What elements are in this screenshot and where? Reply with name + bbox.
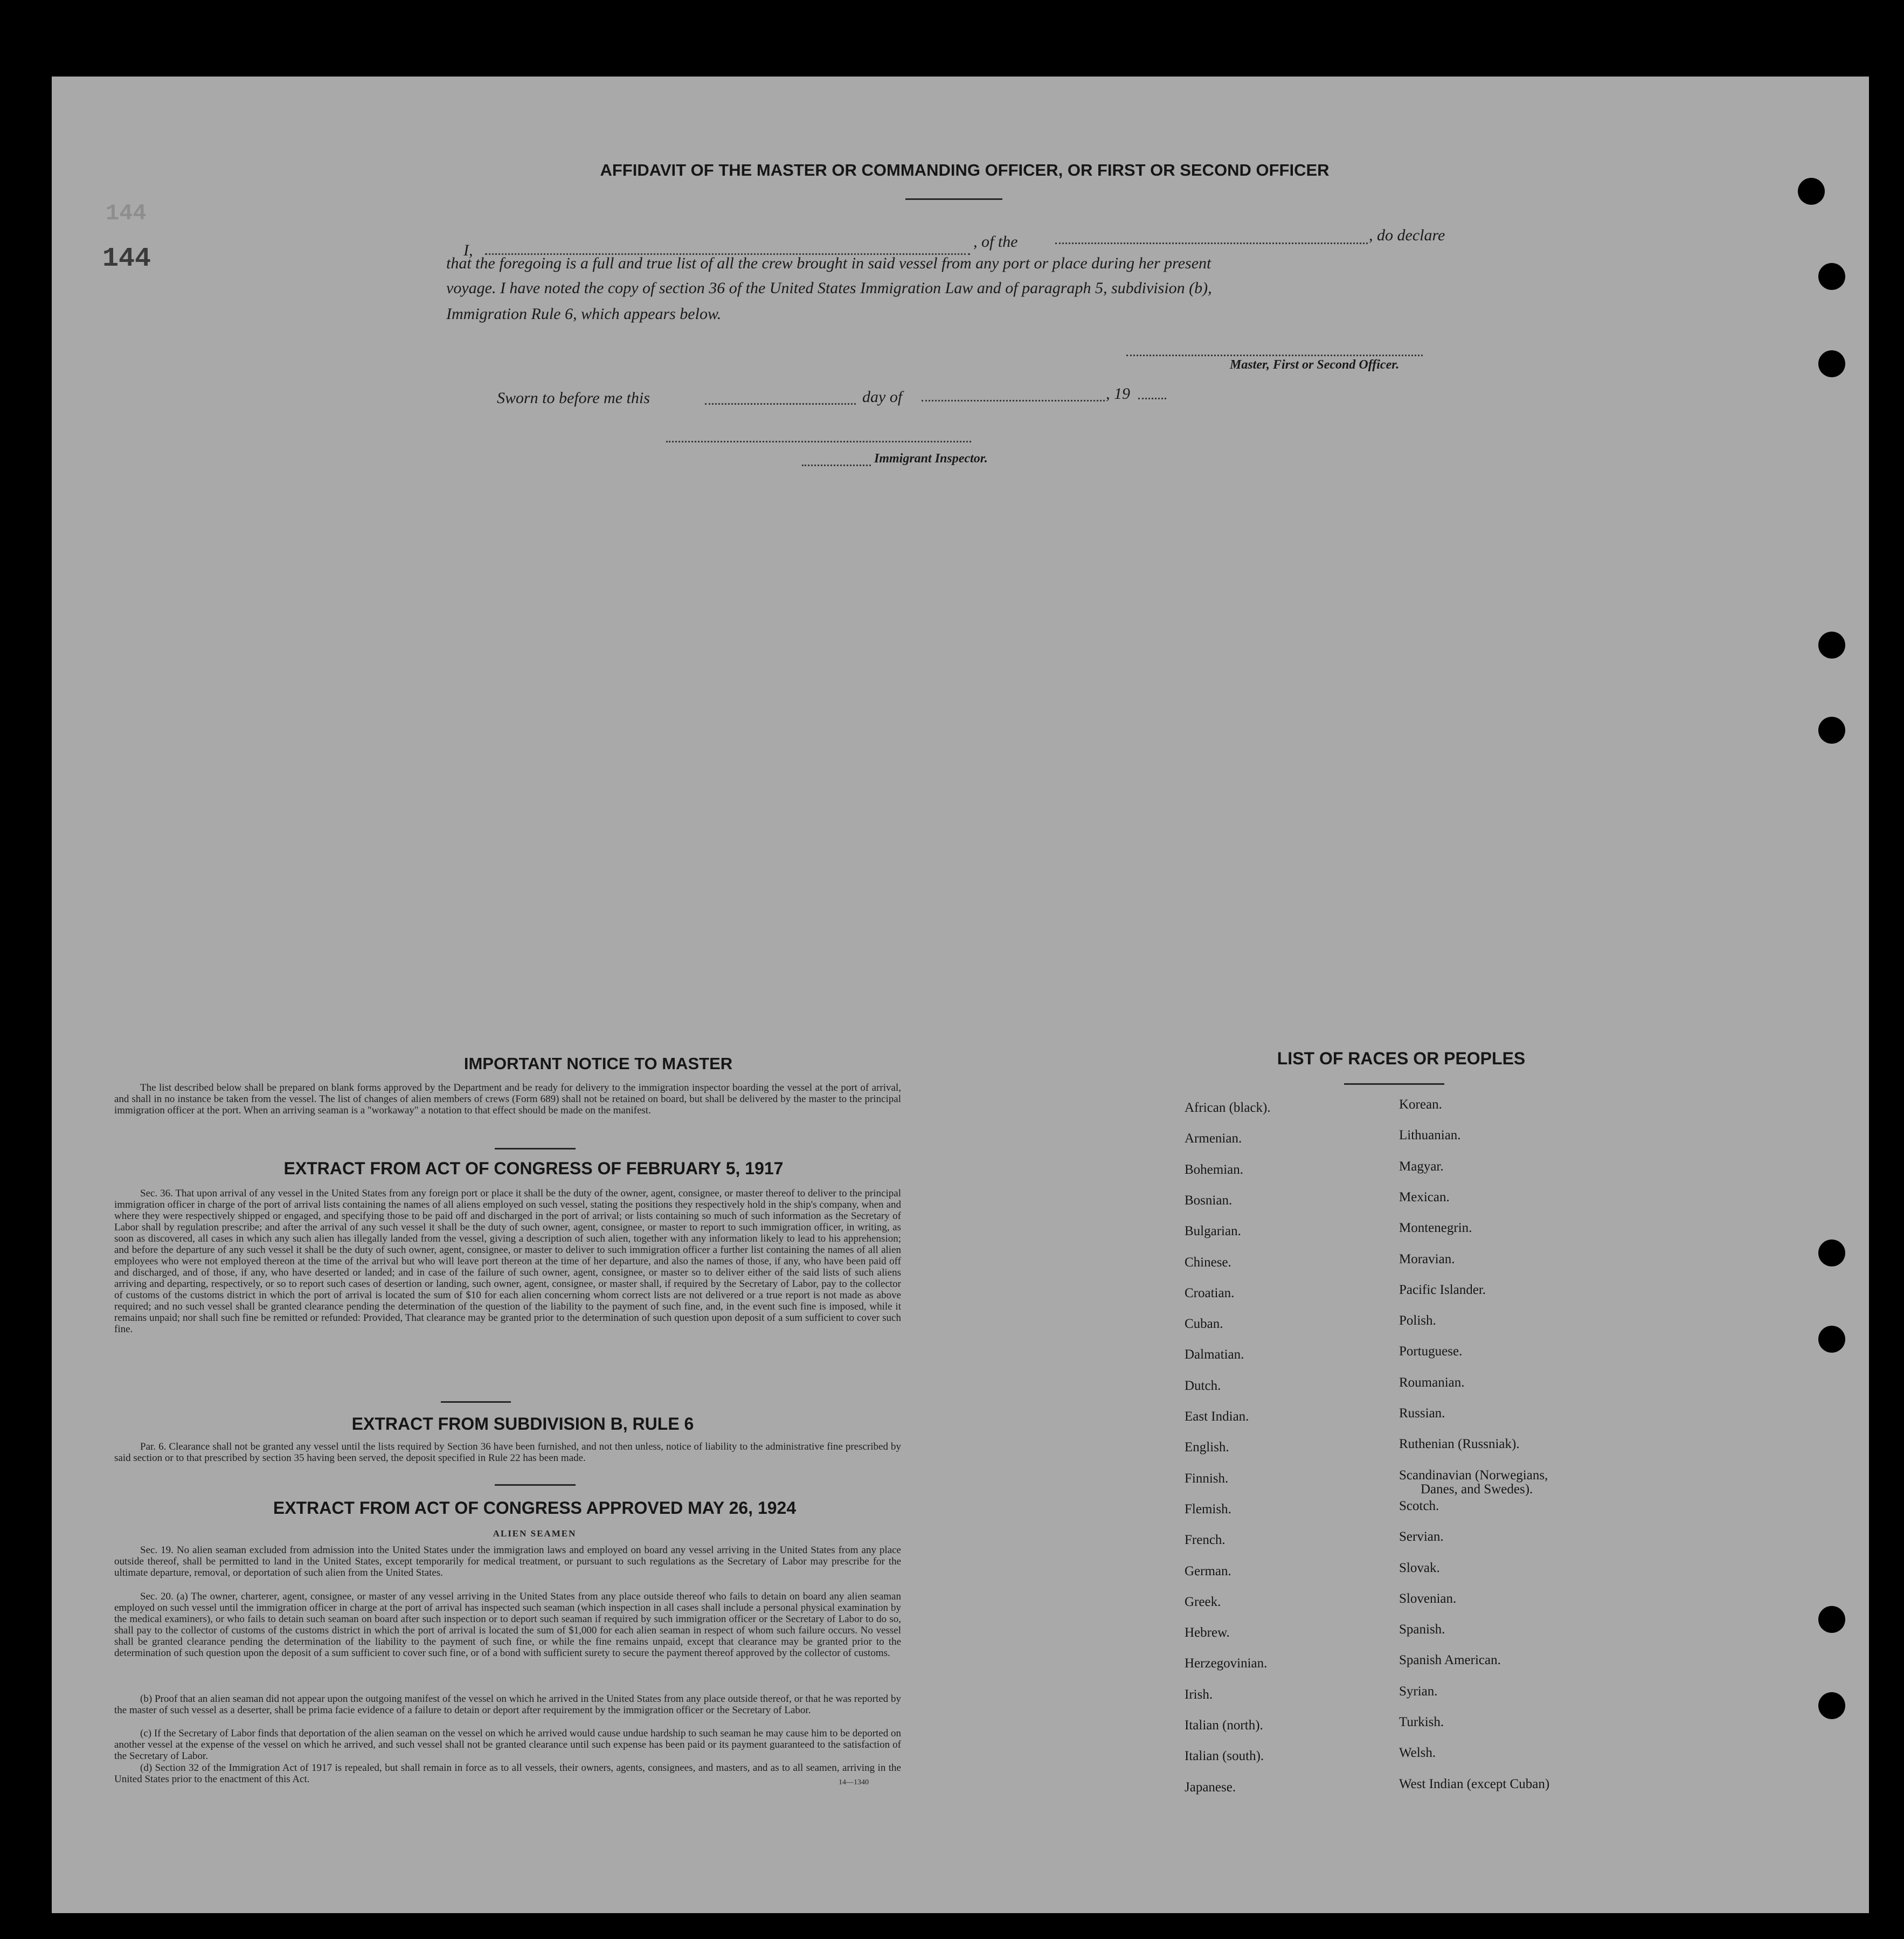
signature-label: Master, First or Second Officer. <box>1230 358 1400 372</box>
sworn-month-blank[interactable] <box>922 400 1105 401</box>
sworn-start: Sworn to before me this <box>497 389 650 407</box>
race-item: Russian. <box>1399 1406 1445 1421</box>
extract-rule6-body: Par. 6. Clearance shall not be granted any vessel until the lists required by Section 36 have been furnished, and not then unless, notice of liability to the administrative fine prescribed by said section or to that prescribed by section 35 having been served, the deposit specified in Rule 22 has been made. <box>114 1441 901 1464</box>
affidavit-line1-end: , do declare <box>1369 226 1445 244</box>
divider <box>441 1401 511 1403</box>
race-item: Spanish. <box>1399 1622 1445 1637</box>
race-item: Lithuanian. <box>1399 1128 1461 1143</box>
extract-1924-para-5: (d) Section 32 of the Immigration Act of 1917 is repealed, but shall remain in force as to all vessels, their owners, agents, consignees, and masters, and as to all seamen, arriving in the United States prior to the enactment of this Act. <box>114 1762 901 1785</box>
race-item: Slovenian. <box>1399 1591 1457 1606</box>
race-item: Danes, and Swedes). <box>1421 1481 1533 1497</box>
affidavit-line2: that the foregoing is a full and true list of all the crew brought in said vessel from any port or place during her present <box>446 254 1211 272</box>
affidavit-line3: voyage. I have noted the copy of section 36 of the United States Immigration Law and of paragraph 5, subdivision (b), <box>446 279 1212 297</box>
race-item: Chinese. <box>1185 1255 1231 1270</box>
race-item: Dutch. <box>1185 1378 1221 1393</box>
race-item: Moravian. <box>1399 1251 1455 1266</box>
race-item: Bosnian. <box>1185 1193 1233 1208</box>
race-item: Servian. <box>1399 1529 1444 1545</box>
race-item: Croatian. <box>1185 1285 1235 1300</box>
race-item: Portuguese. <box>1399 1344 1463 1359</box>
affidavit-line1-start: I, <box>463 241 473 259</box>
punch-hole <box>1818 1326 1845 1353</box>
race-item: Scandinavian (Norwegians, <box>1399 1467 1548 1483</box>
form-number: 14—1340 <box>839 1778 869 1786</box>
race-item: Roumanian. <box>1399 1375 1465 1390</box>
race-item: East Indian. <box>1185 1409 1249 1424</box>
extract-1924-title: EXTRACT FROM ACT OF CONGRESS APPROVED MAY 26, 1924 <box>273 1498 797 1518</box>
race-item: Welsh. <box>1399 1746 1436 1761</box>
race-item: Dalmatian. <box>1185 1347 1244 1362</box>
race-item: Italian (north). <box>1185 1718 1263 1733</box>
extract-1924-para-2: Sec. 20. (a) The owner, charterer, agent, consignee, or master of any vessel arriving in the United States from any place outside thereof who fails to detain on board any alien seaman employed on such vessel until the immigration officer in charge at the port of arrival has inspected such seaman (which inspection in all cases shall include a personal physical examination by the medical examiners), or who fails to detain such seaman on board after such inspection or to deport such seaman if required by such immigration officer or the Secretary of Labor to do so, shall pay to the collector of customs of the customs district in which the port of arrival is located the sum of $1,000 for each alien seaman in respect of whom such failure occurs. No vessel shall be granted clearance pending the determination of the liability to the payment of such fine, or while the fine remains unpaid, except that clearance may be granted prior to the determination of such question upon the deposit of a sum sufficient to cover such fine, or of a bond with sufficient surety to secure the payment thereof approved by the collector of customs. <box>114 1591 901 1659</box>
race-item: Slovak. <box>1399 1560 1440 1575</box>
divider <box>495 1148 576 1149</box>
race-item: Cuban. <box>1185 1317 1223 1332</box>
race-item: Italian (south). <box>1185 1749 1264 1764</box>
sworn-day-label: day of <box>862 388 903 406</box>
punch-hole <box>1798 178 1825 205</box>
race-item: Greek. <box>1185 1594 1221 1609</box>
sworn-year-blank[interactable] <box>1138 398 1166 399</box>
affidavit-line4: Immigration Rule 6, which appears below. <box>446 305 722 323</box>
margin-mark-bottom: 144 <box>102 244 151 274</box>
extract-1917-title: EXTRACT FROM ACT OF CONGRESS OF FEBRUARY 5, 1917 <box>283 1159 784 1178</box>
notice-body: The list described below shall be prepared on blank forms approved by the Department and be ready for delivery to the immigration inspector boarding the vessel at the port of arrival, and shall in no instance be taken from the vessel. The list of changes of alien members of crews (Form 689) shall not be retained on board, but shall be delivered by the master to the principal immigration officer at the port. When an arriving seaman is a "workaway" a notation to that effect should be made on the manifest. <box>114 1082 901 1116</box>
divider <box>1344 1083 1444 1085</box>
punch-hole <box>1818 1239 1845 1266</box>
divider <box>905 198 1002 200</box>
inspector-signature-line[interactable] <box>666 441 971 442</box>
notice-title: IMPORTANT NOTICE TO MASTER <box>463 1054 733 1073</box>
race-item: Ruthenian (Russniak). <box>1399 1437 1520 1452</box>
races-title: LIST OF RACES OR PEOPLES <box>1277 1049 1526 1068</box>
inspector-label: Immigrant Inspector. <box>874 452 988 466</box>
signature-line[interactable] <box>1126 355 1423 356</box>
race-item: Mexican. <box>1399 1189 1450 1204</box>
divider <box>495 1484 576 1486</box>
extract-1924-subtitle: ALIEN SEAMEN <box>493 1528 577 1539</box>
punch-hole <box>1818 263 1845 290</box>
race-item: Irish. <box>1185 1687 1213 1702</box>
punch-hole <box>1818 1606 1845 1633</box>
extract-1924-para-1: Sec. 19. No alien seaman excluded from admission into the United States under the immigration laws and employed on board any vessel arriving in the United States from any place outside thereof, shall be permitted to land in the United States, except temporarily for medical treatment, or pursuant to such regulations as the Secretary of Labor may prescribe for the ultimate departure, removal, or deportation of such alien from the United States. <box>114 1545 901 1578</box>
extract-rule6-title: EXTRACT FROM SUBDIVISION B, RULE 6 <box>351 1414 694 1434</box>
punch-hole <box>1818 632 1845 659</box>
race-item: Turkish. <box>1399 1715 1444 1729</box>
race-item: Hebrew. <box>1185 1625 1230 1640</box>
punch-hole <box>1818 350 1845 377</box>
race-item: Syrian. <box>1399 1684 1438 1699</box>
sworn-year-label: , 19 <box>1106 385 1130 403</box>
race-item: Bulgarian. <box>1185 1224 1241 1239</box>
extract-1924-para-4: (c) If the Secretary of Labor finds that deportation of the alien seaman on the vessel on which he arrived would cause undue hardship to such seaman he may cause him to be deported on another vessel at the expense of the vessel on which he arrived, and such vessel shall not be granted clearance until such expense has been paid or its payment guaranteed to the satisfaction of the Secretary of Labor. <box>114 1728 901 1762</box>
inspector-short-line <box>802 465 871 466</box>
race-item: Pacific Islander. <box>1399 1282 1486 1297</box>
race-item: West Indian (except Cuban) <box>1399 1776 1550 1791</box>
race-item: German. <box>1185 1563 1231 1578</box>
race-item: Finnish. <box>1185 1471 1229 1486</box>
race-item: Scotch. <box>1399 1498 1439 1513</box>
race-item: French. <box>1185 1533 1226 1548</box>
race-item: Flemish. <box>1185 1501 1231 1516</box>
race-item: Magyar. <box>1399 1159 1444 1174</box>
vessel-blank[interactable] <box>1055 243 1368 244</box>
sworn-day-blank[interactable] <box>705 403 856 405</box>
race-item: Armenian. <box>1185 1131 1242 1146</box>
race-item: African (black). <box>1185 1100 1271 1115</box>
race-item: Japanese. <box>1185 1779 1236 1795</box>
race-item: Polish. <box>1399 1313 1436 1328</box>
race-item: Korean. <box>1399 1097 1442 1112</box>
margin-mark-top: 144 <box>106 200 147 226</box>
race-item: Herzegovinian. <box>1185 1656 1268 1671</box>
affidavit-title: AFFIDAVIT OF THE MASTER OR COMMANDING OFFICER, OR FIRST OR SECOND OFFICER <box>600 161 1330 179</box>
extract-1924-para-3: (b) Proof that an alien seaman did not appear upon the outgoing manifest of the vessel on which he arrived in the United States from any place outside thereof, or that he was reported by the master of such vessel as a deserter, shall be prima facie evidence of a failure to detain or deport after requirement by the immigration officer or the Secretary of Labor. <box>114 1693 901 1716</box>
race-item: Montenegrin. <box>1399 1221 1472 1236</box>
race-item: Spanish American. <box>1399 1653 1501 1668</box>
punch-hole <box>1818 717 1845 744</box>
race-item: Bohemian. <box>1185 1162 1244 1177</box>
punch-hole <box>1818 1692 1845 1719</box>
affidavit-line1-mid: , of the <box>973 233 1018 251</box>
extract-1917-body: Sec. 36. That upon arrival of any vessel in the United States from any foreign port or place it shall be the duty of the owner, agent, consignee, or master thereof to deliver to the principal immigration officer in charge of the port of arrival lists containing the names of all aliens employed on such vessel, stating the positions they respectively hold in the ship's company, when and where they were respectively shipped or engaged, and specifying those to be paid off and discharged in the port of arrival; or lists containing so much of such information as the Secretary of Labor shall by regulation prescribe; and after the arrival of any such vessel it shall be the duty of such owner, agent, consignee, or master to report to such immigration officer, in writing, as soon as discovered, all cases in which any such alien has illegally landed from the vessel, giving a description of such alien, together with any information likely to lead to his apprehension; and before the departure of any such vessel it shall be the duty of such owner, agent, consignee, or master to deliver to such immigration officer a further list containing the names of all alien employees who were not employed thereon at the time of the arrival but who will leave port thereon at the time of her departure, and also the names of those, if any, who have been paid off and discharged, and of those, if any, who have deserted or landed; and in case of the failure of such owner, agent, consignee, or master so to deliver either of the said lists of such aliens arriving and departing, respectively, or so to report such cases of desertion or landing, such owner, agent, consignee, or master shall, if required by the Secretary of Labor, pay to the collector of customs of the customs district in which the port of arrival is located the sum of $10 for each alien concerning whom correct lists are not delivered or a true report is not made as above required; and no such vessel shall be granted clearance pending the determination of the question of the liability to the payment of such fine, and, in the event such fine is imposed, while it remains unpaid; nor shall such fine be remitted or refunded: Provided, That clearance may be granted prior to the determination of such question upon deposit of a sum sufficient to cover such fine. <box>114 1188 901 1335</box>
race-item: English. <box>1185 1440 1229 1455</box>
